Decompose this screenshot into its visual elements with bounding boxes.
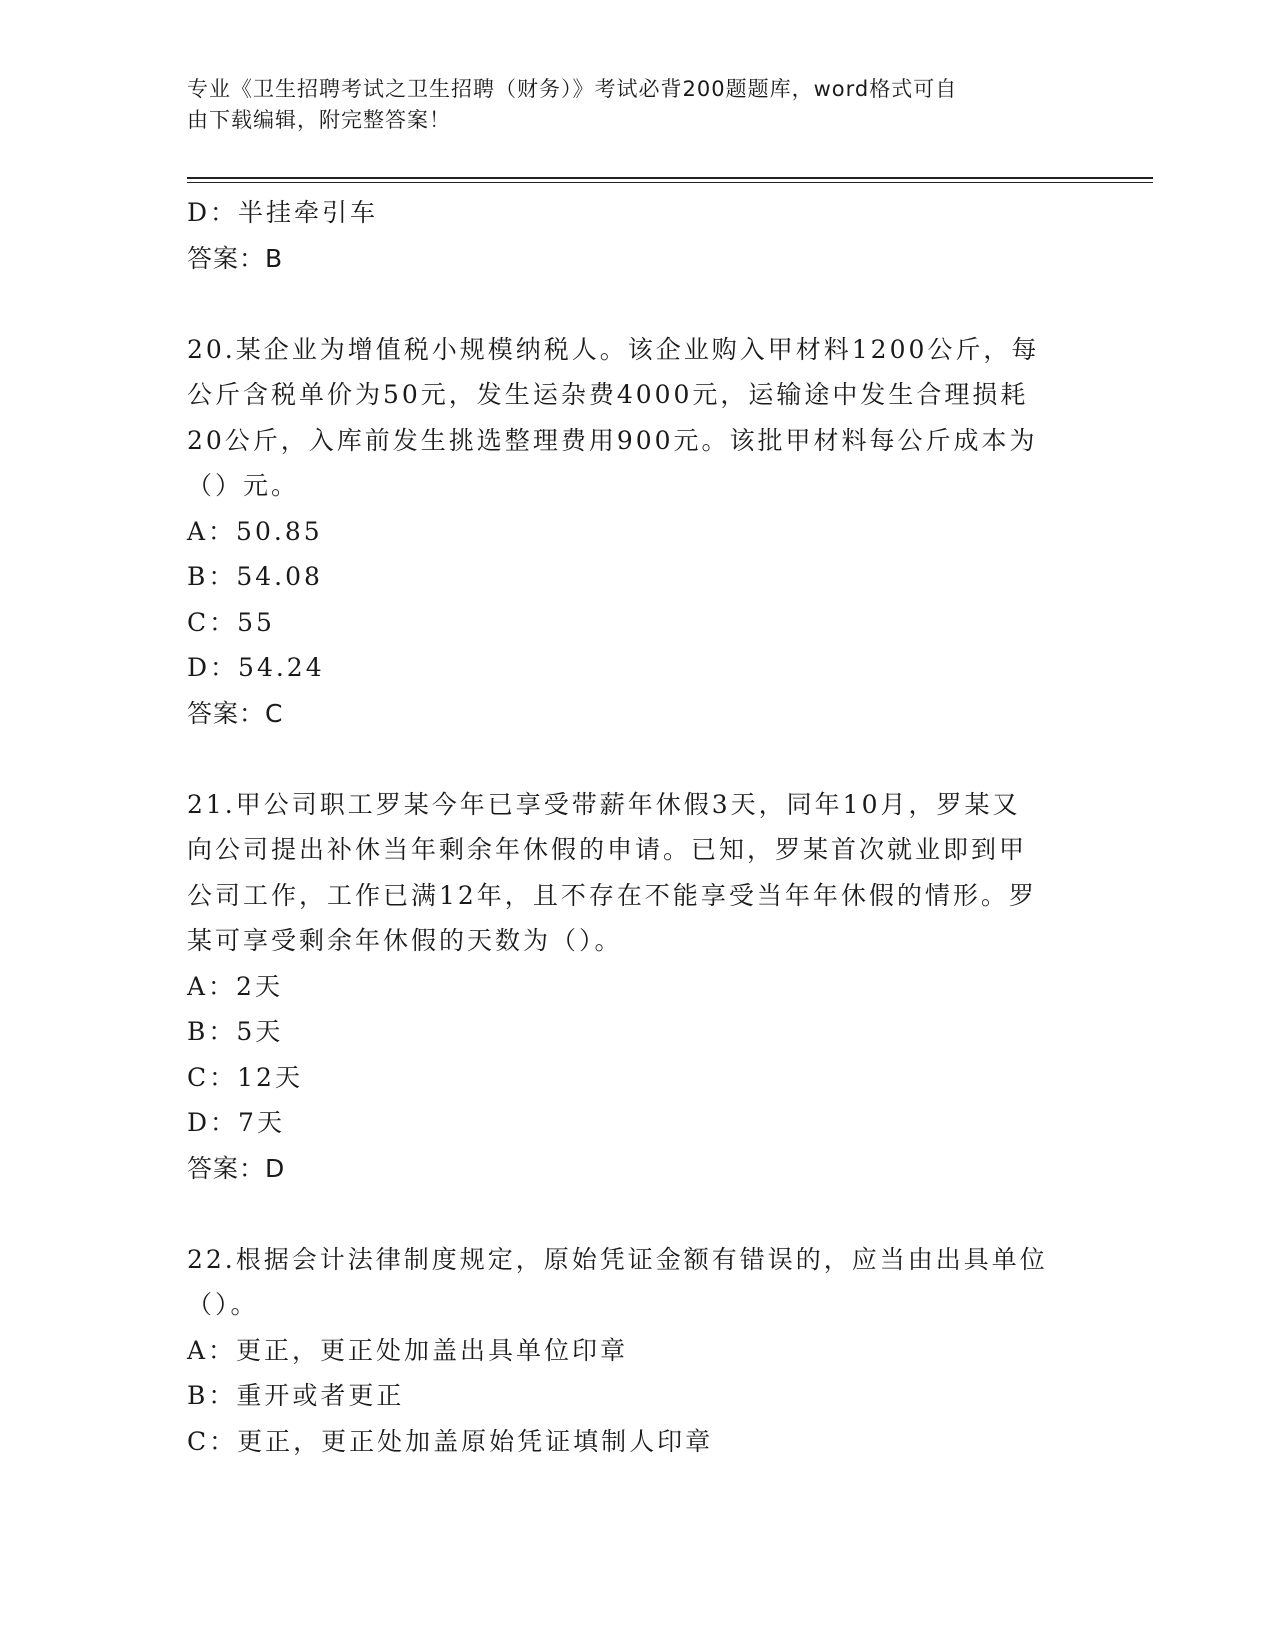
option-c: C：更正，更正处加盖原始凭证填制人印章 [187, 1426, 714, 1456]
question-20 [187, 327, 1087, 737]
option-a: A：50.85 [187, 516, 323, 546]
question-21 [187, 782, 1087, 1192]
answer-line: 答案：D [187, 1153, 286, 1183]
question-text-line: 公斤含税单价为50元，发生运杂费4000元，运输途中发生合理损耗 [187, 380, 1029, 409]
question-text-line: 公司工作，工作已满12年，且不存在不能享受当年年休假的情形。罗 [187, 880, 1037, 910]
question-text-line: 22.根据会计法律制度规定，原始凭证金额有错误的，应当由出具单位 [187, 1244, 1048, 1274]
header-line-2: 由下载编辑，附完整答案！ [187, 108, 451, 132]
previous-question-tail [187, 190, 1087, 281]
option-b: B：重开或者更正 [187, 1381, 405, 1410]
option-d: D：半挂牵引车 [187, 198, 379, 227]
answer-line: 答案：C [187, 698, 284, 728]
option-b: B：5天 [187, 1017, 284, 1046]
question-text-line: 20.某企业为增值税小规模纳税人。该企业购入甲材料1200公斤，每 [187, 334, 1040, 364]
header-rule-thick [187, 177, 1153, 179]
question-text-line: （）。 [187, 1290, 259, 1319]
header-line-1: 专业《卫生招聘考试之卫生招聘（财务）》考试必背200题题库，word格式可自 [187, 77, 958, 101]
option-c: C：12天 [187, 1062, 303, 1092]
question-text-line: 向公司提出补休当年剩余年休假的申请。已知，罗某首次就业即到甲 [187, 835, 1028, 864]
option-b: B：54.08 [187, 562, 323, 591]
spacer [187, 1191, 1087, 1237]
option-a: A：2天 [187, 971, 283, 1001]
option-d: D：54.24 [187, 653, 325, 682]
option-a: A：更正，更正处加盖出具单位印章 [187, 1335, 629, 1365]
question-text-line: 20公斤，入库前发生挑选整理费用900元。该批甲材料每公斤成本为 [187, 425, 1038, 455]
question-text-line: 某可享受剩余年休假的天数为（）。 [187, 926, 623, 955]
option-d: D：7天 [187, 1108, 285, 1137]
answer-line: 答案：B [187, 243, 284, 273]
document-header [187, 74, 1067, 136]
question-text-line: 21.甲公司职工罗某今年已享受带薪年休假3天，同年10月，罗某又 [187, 789, 1021, 819]
question-list [187, 190, 1087, 1464]
spacer [187, 736, 1087, 782]
question-text-line: （）元。 [187, 471, 300, 500]
header-rule-thin [187, 182, 1153, 183]
spacer [187, 281, 1087, 327]
question-22 [187, 1237, 1087, 1465]
option-c: C：55 [187, 607, 275, 637]
